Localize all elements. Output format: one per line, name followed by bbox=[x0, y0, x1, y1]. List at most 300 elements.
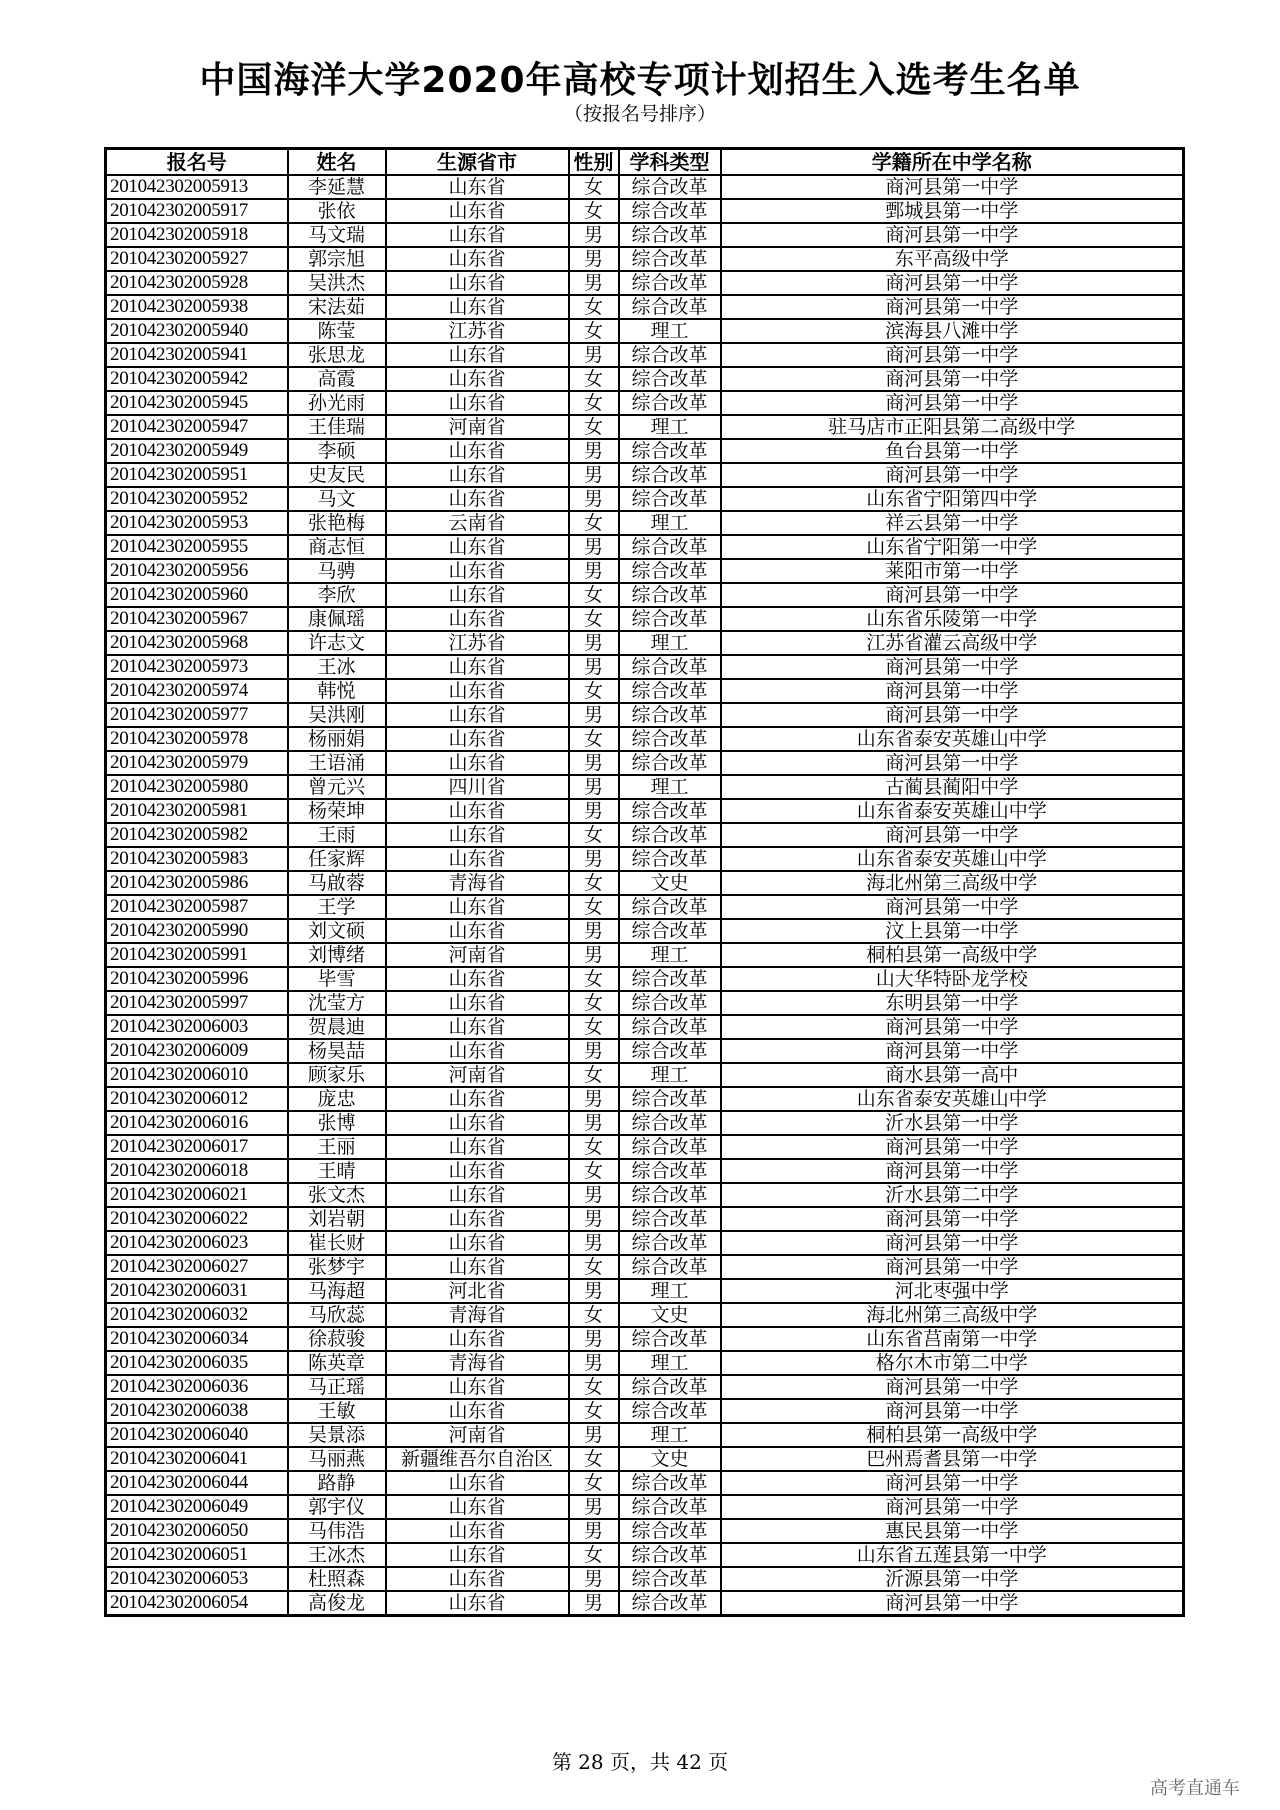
table-row bbox=[106, 871, 1184, 895]
cell-name: 刘岩朝 bbox=[288, 1207, 386, 1231]
table-row bbox=[106, 439, 1184, 463]
cell-school: 海北州第三高级中学 bbox=[721, 871, 1184, 895]
cell-gender: 男 bbox=[569, 1495, 619, 1519]
cell-subject: 综合改革 bbox=[619, 679, 721, 703]
cell-name: 刘博绪 bbox=[288, 943, 386, 967]
table-row bbox=[106, 343, 1184, 367]
cell-name: 宋法茹 bbox=[288, 295, 386, 319]
cell-province: 山东省 bbox=[386, 343, 569, 367]
cell-id: 201042302005953 bbox=[106, 511, 288, 535]
cell-province: 山东省 bbox=[386, 1591, 569, 1616]
cell-subject: 综合改革 bbox=[619, 751, 721, 775]
cell-province: 山东省 bbox=[386, 391, 569, 415]
cell-school: 沂源县第一中学 bbox=[721, 1567, 1184, 1591]
column-header-school: 学籍所在中学名称 bbox=[721, 149, 1184, 176]
cell-id: 201042302006023 bbox=[106, 1231, 288, 1255]
cell-province: 青海省 bbox=[386, 871, 569, 895]
table-row bbox=[106, 583, 1184, 607]
cell-name: 张文杰 bbox=[288, 1183, 386, 1207]
cell-id: 201042302006016 bbox=[106, 1111, 288, 1135]
cell-subject: 综合改革 bbox=[619, 727, 721, 751]
cell-id: 201042302005918 bbox=[106, 223, 288, 247]
cell-province: 山东省 bbox=[386, 1159, 569, 1183]
table-row bbox=[106, 1279, 1184, 1303]
cell-name: 王冰杰 bbox=[288, 1543, 386, 1567]
table-row bbox=[106, 1543, 1184, 1567]
cell-gender: 女 bbox=[569, 319, 619, 343]
cell-province: 河南省 bbox=[386, 943, 569, 967]
column-header-gender: 性别 bbox=[569, 149, 619, 176]
cell-province: 山东省 bbox=[386, 1399, 569, 1423]
cell-school: 桐柏县第一高级中学 bbox=[721, 943, 1184, 967]
cell-province: 山东省 bbox=[386, 487, 569, 511]
cell-gender: 女 bbox=[569, 1063, 619, 1087]
cell-province: 山东省 bbox=[386, 295, 569, 319]
cell-id: 201042302005978 bbox=[106, 727, 288, 751]
cell-name: 杨昊喆 bbox=[288, 1039, 386, 1063]
cell-subject: 综合改革 bbox=[619, 199, 721, 223]
cell-school: 商河县第一中学 bbox=[721, 223, 1184, 247]
cell-school: 山东省五莲县第一中学 bbox=[721, 1543, 1184, 1567]
cell-gender: 男 bbox=[569, 1351, 619, 1375]
table-row bbox=[106, 1399, 1184, 1423]
cell-school: 商河县第一中学 bbox=[721, 1207, 1184, 1231]
cell-subject: 理工 bbox=[619, 511, 721, 535]
cell-subject: 综合改革 bbox=[619, 295, 721, 319]
cell-province: 山东省 bbox=[386, 583, 569, 607]
cell-gender: 女 bbox=[569, 199, 619, 223]
cell-subject: 综合改革 bbox=[619, 271, 721, 295]
table-row bbox=[106, 727, 1184, 751]
cell-school: 商河县第一中学 bbox=[721, 1039, 1184, 1063]
cell-name: 马丽燕 bbox=[288, 1447, 386, 1471]
cell-name: 杨丽娟 bbox=[288, 727, 386, 751]
cell-province: 江苏省 bbox=[386, 319, 569, 343]
cell-school: 商河县第一中学 bbox=[721, 751, 1184, 775]
table-row bbox=[106, 1111, 1184, 1135]
cell-gender: 女 bbox=[569, 1543, 619, 1567]
cell-province: 山东省 bbox=[386, 895, 569, 919]
cell-province: 山东省 bbox=[386, 1327, 569, 1351]
cell-province: 山东省 bbox=[386, 1471, 569, 1495]
table-row bbox=[106, 751, 1184, 775]
table-row bbox=[106, 1255, 1184, 1279]
cell-province: 山东省 bbox=[386, 1135, 569, 1159]
cell-gender: 女 bbox=[569, 295, 619, 319]
cell-province: 山东省 bbox=[386, 967, 569, 991]
cell-subject: 综合改革 bbox=[619, 439, 721, 463]
table-row bbox=[106, 607, 1184, 631]
cell-province: 山东省 bbox=[386, 1375, 569, 1399]
table-row bbox=[106, 535, 1184, 559]
cell-subject: 综合改革 bbox=[619, 463, 721, 487]
cell-gender: 女 bbox=[569, 1159, 619, 1183]
table-row bbox=[106, 199, 1184, 223]
table-row bbox=[106, 1375, 1184, 1399]
cell-id: 201042302006003 bbox=[106, 1015, 288, 1039]
cell-name: 路静 bbox=[288, 1471, 386, 1495]
cell-id: 201042302005983 bbox=[106, 847, 288, 871]
column-header-name: 姓名 bbox=[288, 149, 386, 176]
cell-gender: 女 bbox=[569, 391, 619, 415]
cell-province: 山东省 bbox=[386, 1231, 569, 1255]
cell-subject: 理工 bbox=[619, 415, 721, 439]
cell-province: 山东省 bbox=[386, 607, 569, 631]
cell-school: 驻马店市正阳县第二高级中学 bbox=[721, 415, 1184, 439]
table-row bbox=[106, 823, 1184, 847]
cell-subject: 理工 bbox=[619, 1063, 721, 1087]
cell-id: 201042302006044 bbox=[106, 1471, 288, 1495]
cell-subject: 综合改革 bbox=[619, 847, 721, 871]
cell-school: 商河县第一中学 bbox=[721, 295, 1184, 319]
table-row bbox=[106, 1207, 1184, 1231]
cell-name: 康佩瑶 bbox=[288, 607, 386, 631]
cell-subject: 综合改革 bbox=[619, 1255, 721, 1279]
cell-subject: 理工 bbox=[619, 319, 721, 343]
cell-province: 江苏省 bbox=[386, 631, 569, 655]
cell-name: 王佳瑞 bbox=[288, 415, 386, 439]
cell-subject: 文史 bbox=[619, 1447, 721, 1471]
cell-id: 201042302006012 bbox=[106, 1087, 288, 1111]
table-row bbox=[106, 391, 1184, 415]
cell-id: 201042302005986 bbox=[106, 871, 288, 895]
cell-subject: 综合改革 bbox=[619, 391, 721, 415]
cell-name: 马伟浩 bbox=[288, 1519, 386, 1543]
cell-gender: 男 bbox=[569, 439, 619, 463]
cell-subject: 综合改革 bbox=[619, 1399, 721, 1423]
cell-province: 山东省 bbox=[386, 175, 569, 199]
cell-subject: 综合改革 bbox=[619, 1159, 721, 1183]
table-row bbox=[106, 223, 1184, 247]
cell-id: 201042302006009 bbox=[106, 1039, 288, 1063]
cell-school: 东明县第一中学 bbox=[721, 991, 1184, 1015]
cell-school: 沂水县第一中学 bbox=[721, 1111, 1184, 1135]
cell-gender: 女 bbox=[569, 175, 619, 199]
table-row bbox=[106, 1567, 1184, 1591]
cell-gender: 男 bbox=[569, 463, 619, 487]
table-row bbox=[106, 1087, 1184, 1111]
table-row bbox=[106, 847, 1184, 871]
cell-province: 四川省 bbox=[386, 775, 569, 799]
cell-subject: 综合改革 bbox=[619, 919, 721, 943]
table-row bbox=[106, 1159, 1184, 1183]
cell-id: 201042302006041 bbox=[106, 1447, 288, 1471]
cell-name: 李欣 bbox=[288, 583, 386, 607]
table-row bbox=[106, 175, 1184, 199]
cell-gender: 女 bbox=[569, 967, 619, 991]
cell-name: 王冰 bbox=[288, 655, 386, 679]
cell-gender: 男 bbox=[569, 1279, 619, 1303]
cell-subject: 综合改革 bbox=[619, 487, 721, 511]
table-row bbox=[106, 463, 1184, 487]
cell-name: 马啟蓉 bbox=[288, 871, 386, 895]
table-row bbox=[106, 679, 1184, 703]
watermark: 高考直通车 bbox=[1150, 1778, 1240, 1799]
table-row bbox=[106, 1135, 1184, 1159]
page-title: 中国海洋大学2020年高校专项计划招生入选考生名单 bbox=[199, 60, 1081, 101]
cell-id: 201042302005997 bbox=[106, 991, 288, 1015]
cell-subject: 综合改革 bbox=[619, 535, 721, 559]
cell-school: 山东省宁阳第一中学 bbox=[721, 535, 1184, 559]
cell-school: 商河县第一中学 bbox=[721, 583, 1184, 607]
cell-province: 山东省 bbox=[386, 1039, 569, 1063]
cell-id: 201042302006050 bbox=[106, 1519, 288, 1543]
cell-subject: 综合改革 bbox=[619, 1015, 721, 1039]
cell-gender: 男 bbox=[569, 1111, 619, 1135]
cell-gender: 男 bbox=[569, 1207, 619, 1231]
cell-name: 孙光雨 bbox=[288, 391, 386, 415]
cell-province: 山东省 bbox=[386, 199, 569, 223]
cell-id: 201042302005928 bbox=[106, 271, 288, 295]
cell-id: 201042302006010 bbox=[106, 1063, 288, 1087]
cell-school: 商河县第一中学 bbox=[721, 271, 1184, 295]
cell-name: 马文瑞 bbox=[288, 223, 386, 247]
cell-subject: 综合改革 bbox=[619, 991, 721, 1015]
cell-province: 山东省 bbox=[386, 991, 569, 1015]
cell-province: 山东省 bbox=[386, 751, 569, 775]
cell-province: 山东省 bbox=[386, 439, 569, 463]
cell-name: 高霞 bbox=[288, 367, 386, 391]
cell-gender: 女 bbox=[569, 1375, 619, 1399]
cell-gender: 女 bbox=[569, 415, 619, 439]
cell-school: 商河县第一中学 bbox=[721, 1375, 1184, 1399]
cell-school: 巴州焉耆县第一中学 bbox=[721, 1447, 1184, 1471]
cell-id: 201042302005973 bbox=[106, 655, 288, 679]
column-header-province: 生源省市 bbox=[386, 149, 569, 176]
table-row bbox=[106, 1447, 1184, 1471]
cell-subject: 综合改革 bbox=[619, 1375, 721, 1399]
table-row bbox=[106, 247, 1184, 271]
cell-name: 马海超 bbox=[288, 1279, 386, 1303]
cell-name: 杜照森 bbox=[288, 1567, 386, 1591]
cell-gender: 男 bbox=[569, 1087, 619, 1111]
cell-id: 201042302005952 bbox=[106, 487, 288, 511]
cell-id: 201042302006018 bbox=[106, 1159, 288, 1183]
cell-name: 顾家乐 bbox=[288, 1063, 386, 1087]
cell-gender: 女 bbox=[569, 727, 619, 751]
table-row bbox=[106, 895, 1184, 919]
cell-gender: 男 bbox=[569, 487, 619, 511]
table-row bbox=[106, 703, 1184, 727]
cell-school: 江苏省灌云高级中学 bbox=[721, 631, 1184, 655]
table-row bbox=[106, 319, 1184, 343]
cell-gender: 女 bbox=[569, 1399, 619, 1423]
cell-name: 高俊龙 bbox=[288, 1591, 386, 1616]
cell-name: 王学 bbox=[288, 895, 386, 919]
cell-subject: 文史 bbox=[619, 1303, 721, 1327]
cell-gender: 女 bbox=[569, 1015, 619, 1039]
cell-subject: 综合改革 bbox=[619, 1183, 721, 1207]
cell-id: 201042302005949 bbox=[106, 439, 288, 463]
table-row bbox=[106, 1303, 1184, 1327]
cell-school: 商河县第一中学 bbox=[721, 463, 1184, 487]
cell-school: 鱼台县第一中学 bbox=[721, 439, 1184, 463]
cell-province: 山东省 bbox=[386, 559, 569, 583]
cell-id: 201042302006054 bbox=[106, 1591, 288, 1616]
cell-school: 海北州第三高级中学 bbox=[721, 1303, 1184, 1327]
cell-id: 201042302005917 bbox=[106, 199, 288, 223]
cell-province: 山东省 bbox=[386, 679, 569, 703]
table-header-row bbox=[106, 149, 1184, 176]
cell-subject: 理工 bbox=[619, 943, 721, 967]
cell-gender: 女 bbox=[569, 1471, 619, 1495]
cell-subject: 文史 bbox=[619, 871, 721, 895]
cell-gender: 女 bbox=[569, 607, 619, 631]
cell-gender: 男 bbox=[569, 1231, 619, 1255]
cell-subject: 综合改革 bbox=[619, 583, 721, 607]
cell-gender: 男 bbox=[569, 703, 619, 727]
cell-school: 商河县第一中学 bbox=[721, 895, 1184, 919]
cell-school: 商河县第一中学 bbox=[721, 367, 1184, 391]
table-row bbox=[106, 1423, 1184, 1447]
cell-school: 商河县第一中学 bbox=[721, 679, 1184, 703]
cell-id: 201042302005987 bbox=[106, 895, 288, 919]
table-row bbox=[106, 655, 1184, 679]
cell-gender: 男 bbox=[569, 775, 619, 799]
cell-gender: 女 bbox=[569, 679, 619, 703]
cell-school: 惠民县第一中学 bbox=[721, 1519, 1184, 1543]
cell-province: 山东省 bbox=[386, 1567, 569, 1591]
table-row bbox=[106, 775, 1184, 799]
cell-gender: 男 bbox=[569, 751, 619, 775]
cell-id: 201042302005996 bbox=[106, 967, 288, 991]
cell-province: 云南省 bbox=[386, 511, 569, 535]
table-row bbox=[106, 1039, 1184, 1063]
cell-name: 刘文硕 bbox=[288, 919, 386, 943]
table-row bbox=[106, 1183, 1184, 1207]
table-row bbox=[106, 799, 1184, 823]
cell-school: 祥云县第一中学 bbox=[721, 511, 1184, 535]
cell-gender: 男 bbox=[569, 943, 619, 967]
cell-id: 201042302005968 bbox=[106, 631, 288, 655]
cell-name: 任家辉 bbox=[288, 847, 386, 871]
table-row bbox=[106, 943, 1184, 967]
cell-id: 201042302005974 bbox=[106, 679, 288, 703]
table-row bbox=[106, 1063, 1184, 1087]
cell-name: 马骋 bbox=[288, 559, 386, 583]
cell-id: 201042302006034 bbox=[106, 1327, 288, 1351]
cell-subject: 理工 bbox=[619, 775, 721, 799]
cell-subject: 综合改革 bbox=[619, 1543, 721, 1567]
cell-name: 郭宇仪 bbox=[288, 1495, 386, 1519]
table-row bbox=[106, 631, 1184, 655]
cell-subject: 综合改革 bbox=[619, 1087, 721, 1111]
cell-id: 201042302005913 bbox=[106, 175, 288, 199]
cell-school: 商河县第一中学 bbox=[721, 1255, 1184, 1279]
cell-school: 山东省泰安英雄山中学 bbox=[721, 799, 1184, 823]
cell-id: 201042302005990 bbox=[106, 919, 288, 943]
cell-name: 吴洪刚 bbox=[288, 703, 386, 727]
cell-province: 河南省 bbox=[386, 415, 569, 439]
cell-province: 青海省 bbox=[386, 1351, 569, 1375]
cell-name: 崔长财 bbox=[288, 1231, 386, 1255]
cell-subject: 综合改革 bbox=[619, 703, 721, 727]
cell-school: 山东省乐陵第一中学 bbox=[721, 607, 1184, 631]
cell-subject: 综合改革 bbox=[619, 559, 721, 583]
cell-gender: 男 bbox=[569, 1327, 619, 1351]
cell-school: 商河县第一中学 bbox=[721, 1591, 1184, 1616]
cell-id: 201042302005991 bbox=[106, 943, 288, 967]
table-row bbox=[106, 271, 1184, 295]
cell-subject: 综合改革 bbox=[619, 1231, 721, 1255]
table-row bbox=[106, 991, 1184, 1015]
cell-school: 山东省泰安英雄山中学 bbox=[721, 847, 1184, 871]
cell-school: 商河县第一中学 bbox=[721, 391, 1184, 415]
cell-name: 张梦宇 bbox=[288, 1255, 386, 1279]
cell-name: 贺晨迪 bbox=[288, 1015, 386, 1039]
cell-province: 山东省 bbox=[386, 223, 569, 247]
cell-id: 201042302006032 bbox=[106, 1303, 288, 1327]
cell-id: 201042302006022 bbox=[106, 1207, 288, 1231]
cell-gender: 女 bbox=[569, 1255, 619, 1279]
cell-id: 201042302005940 bbox=[106, 319, 288, 343]
cell-name: 毕雪 bbox=[288, 967, 386, 991]
cell-id: 201042302006017 bbox=[106, 1135, 288, 1159]
cell-id: 201042302006053 bbox=[106, 1567, 288, 1591]
cell-gender: 男 bbox=[569, 1039, 619, 1063]
cell-gender: 女 bbox=[569, 823, 619, 847]
cell-subject: 综合改革 bbox=[619, 175, 721, 199]
cell-school: 河北枣强中学 bbox=[721, 1279, 1184, 1303]
cell-subject: 理工 bbox=[619, 631, 721, 655]
table-row bbox=[106, 415, 1184, 439]
cell-school: 格尔木市第二中学 bbox=[721, 1351, 1184, 1375]
cell-gender: 男 bbox=[569, 559, 619, 583]
page-subtitle: （按报名号排序） bbox=[563, 103, 716, 125]
cell-id: 201042302005951 bbox=[106, 463, 288, 487]
cell-subject: 理工 bbox=[619, 1351, 721, 1375]
cell-province: 山东省 bbox=[386, 1207, 569, 1231]
cell-name: 陈英章 bbox=[288, 1351, 386, 1375]
cell-school: 商河县第一中学 bbox=[721, 1495, 1184, 1519]
table-row bbox=[106, 1231, 1184, 1255]
cell-school: 商河县第一中学 bbox=[721, 1159, 1184, 1183]
cell-id: 201042302005945 bbox=[106, 391, 288, 415]
cell-name: 张博 bbox=[288, 1111, 386, 1135]
cell-name: 曾元兴 bbox=[288, 775, 386, 799]
cell-school: 汶上县第一中学 bbox=[721, 919, 1184, 943]
cell-gender: 女 bbox=[569, 871, 619, 895]
cell-id: 201042302005927 bbox=[106, 247, 288, 271]
cell-gender: 男 bbox=[569, 247, 619, 271]
cell-gender: 男 bbox=[569, 1519, 619, 1543]
cell-subject: 综合改革 bbox=[619, 1567, 721, 1591]
cell-name: 史友民 bbox=[288, 463, 386, 487]
cell-subject: 综合改革 bbox=[619, 247, 721, 271]
cell-name: 郭宗旭 bbox=[288, 247, 386, 271]
table-row bbox=[106, 511, 1184, 535]
cell-id: 201042302006031 bbox=[106, 1279, 288, 1303]
cell-subject: 综合改革 bbox=[619, 655, 721, 679]
cell-subject: 综合改革 bbox=[619, 1111, 721, 1135]
cell-subject: 综合改革 bbox=[619, 1135, 721, 1159]
cell-id: 201042302006051 bbox=[106, 1543, 288, 1567]
cell-province: 山东省 bbox=[386, 535, 569, 559]
cell-school: 山东省泰安英雄山中学 bbox=[721, 1087, 1184, 1111]
cell-school: 商河县第一中学 bbox=[721, 1231, 1184, 1255]
table-row bbox=[106, 1351, 1184, 1375]
cell-subject: 综合改革 bbox=[619, 799, 721, 823]
table-row bbox=[106, 1327, 1184, 1351]
cell-gender: 男 bbox=[569, 799, 619, 823]
cell-id: 201042302005941 bbox=[106, 343, 288, 367]
cell-province: 山东省 bbox=[386, 271, 569, 295]
cell-school: 商河县第一中学 bbox=[721, 343, 1184, 367]
table-row bbox=[106, 295, 1184, 319]
cell-name: 张依 bbox=[288, 199, 386, 223]
cell-school: 山大华特卧龙学校 bbox=[721, 967, 1184, 991]
cell-subject: 综合改革 bbox=[619, 343, 721, 367]
